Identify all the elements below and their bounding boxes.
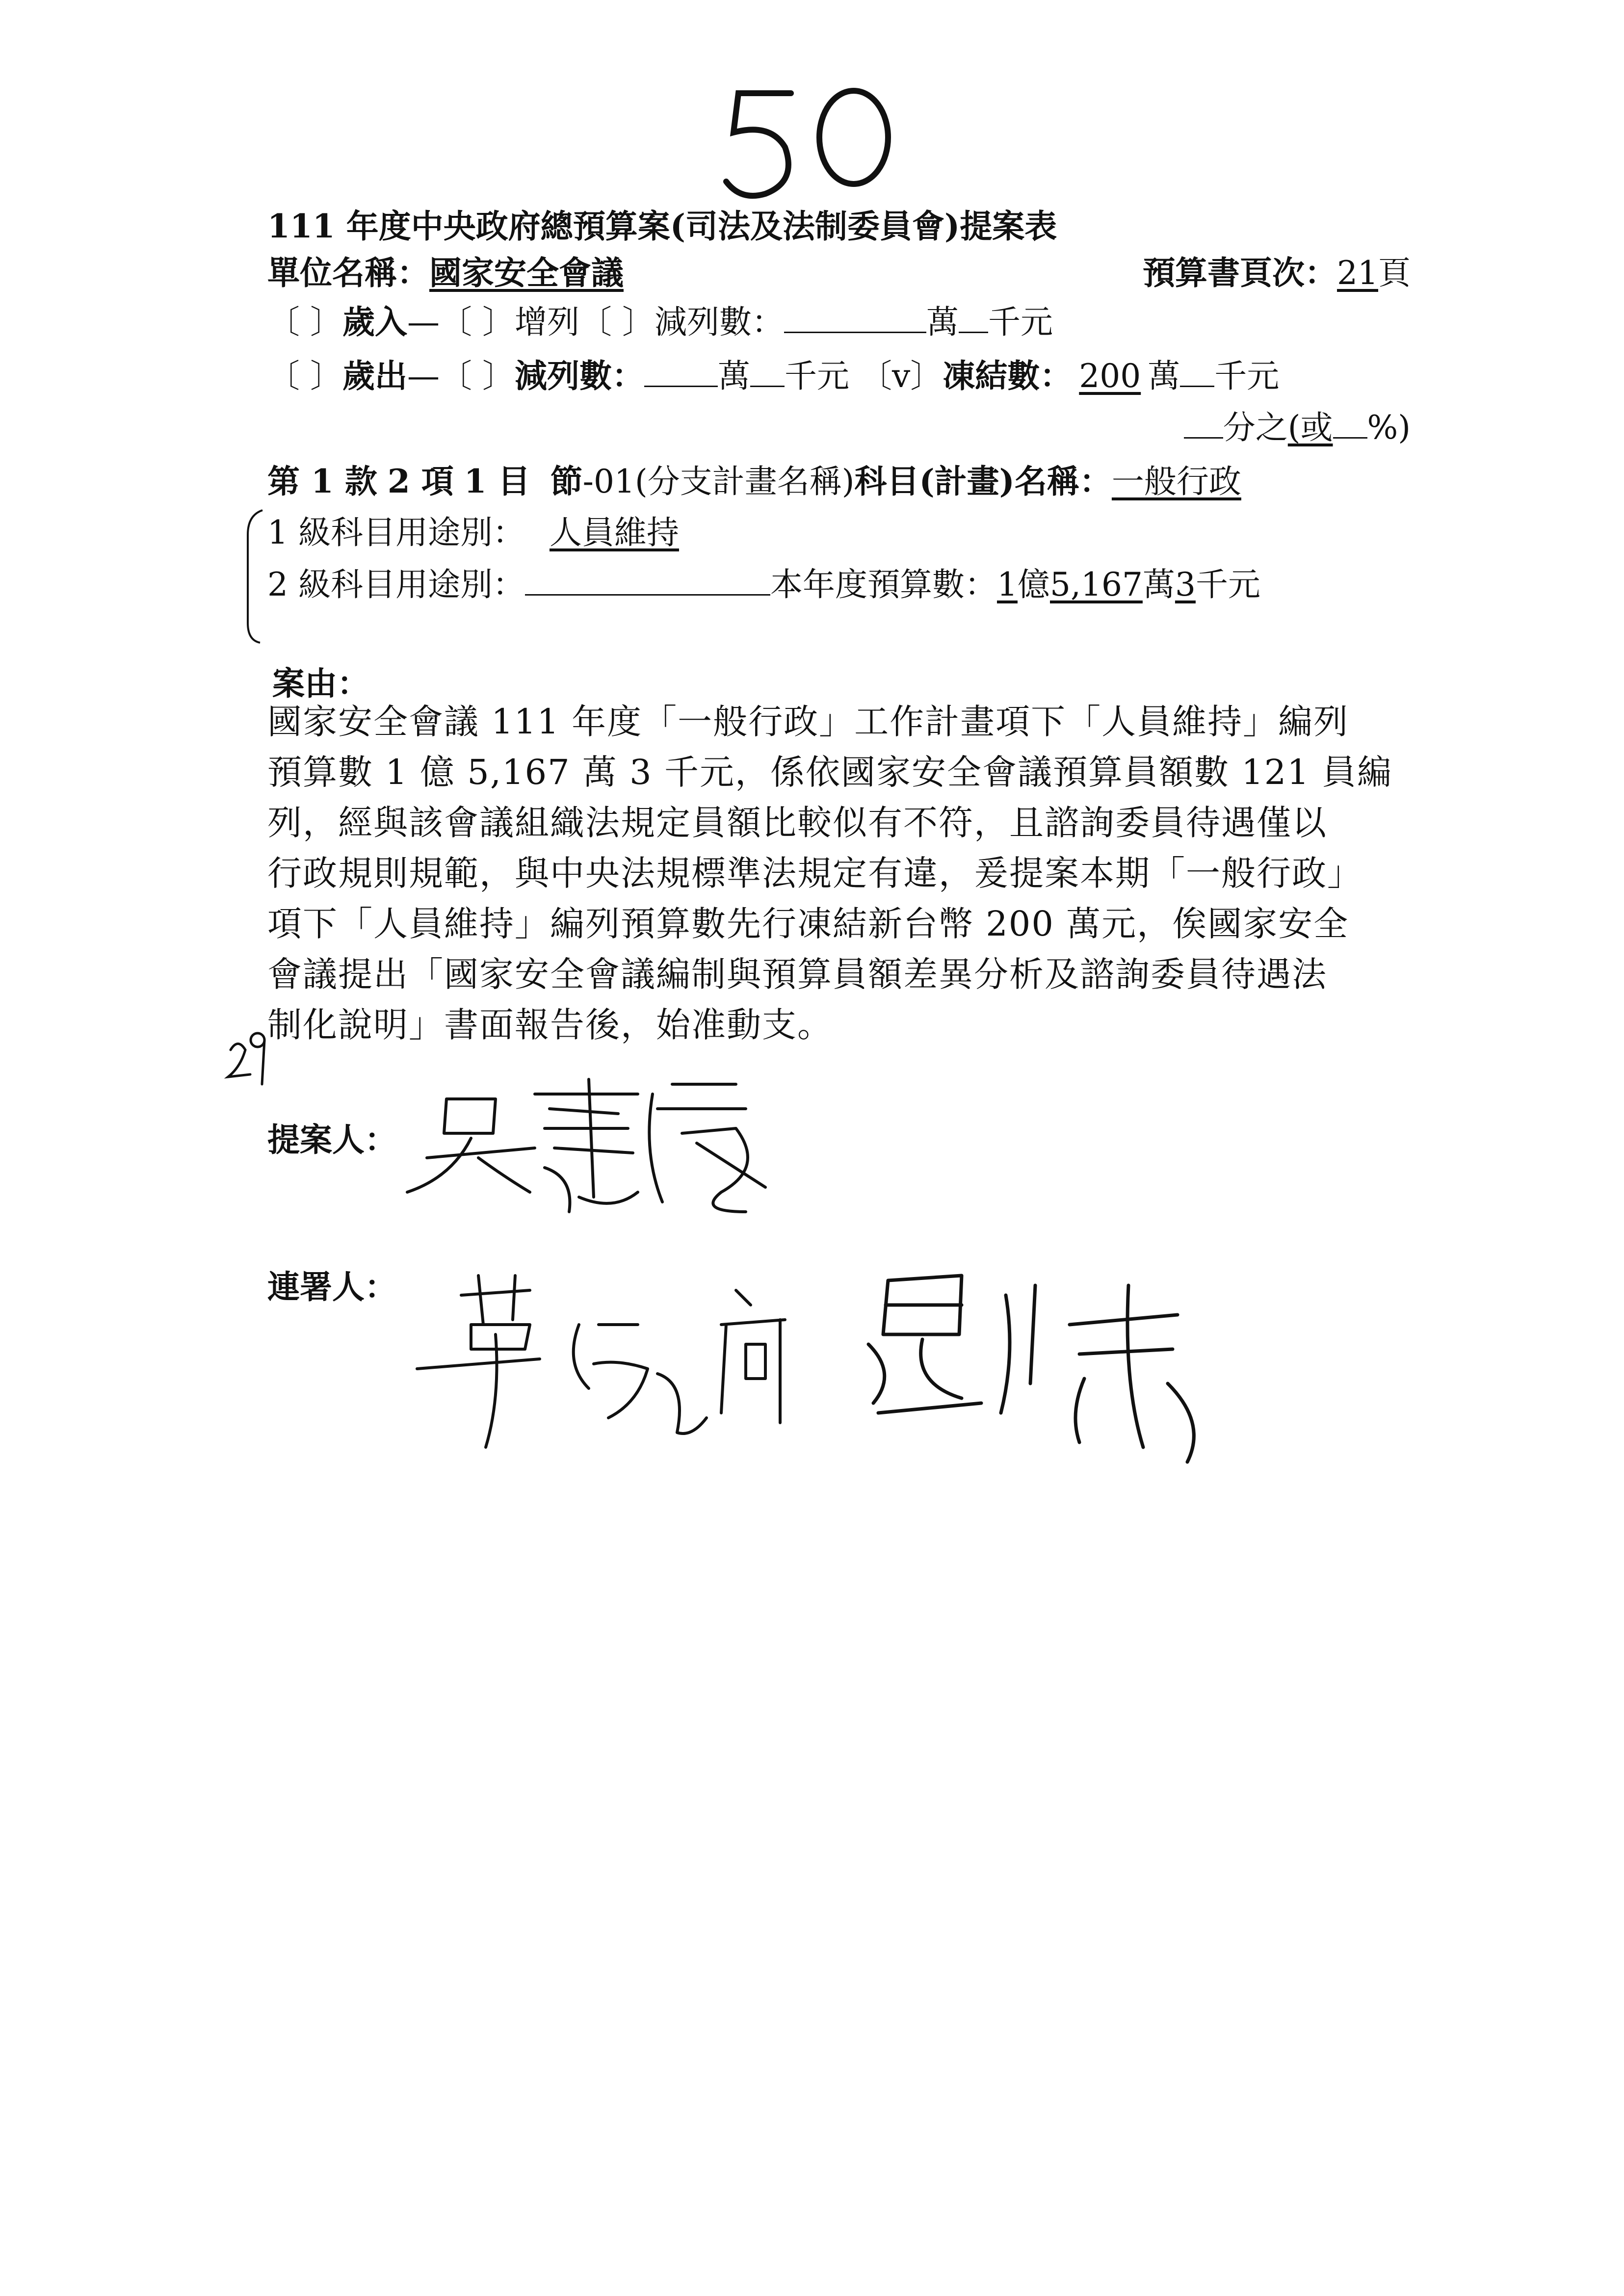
revenue-box2: 〔 〕 [579, 303, 655, 341]
reason-line: 預算數 1 億 5,167 萬 3 千元，係依國家安全會議預算員額數 121 員編 [267, 752, 1393, 792]
reason-line: 項下「人員維持」編列預算數先行凍結新台幣 200 萬元，俟國家安全 [267, 904, 1349, 944]
freeze-checkbox: 〔v〕 [859, 357, 943, 395]
fraction-label: 分之 [1223, 409, 1288, 446]
reason-line: 會議提出「國家安全會議編制與預算員額差異分析及諮詢委員待遇法 [267, 954, 1327, 994]
reason-line: 列，經與該會議組織法規定員額比較似有不符，且諮詢委員待遇僅以 [267, 803, 1327, 843]
budget-wan: 5,167 [1049, 566, 1143, 603]
level1-label: 1 級科目用途別： [267, 514, 525, 551]
jie: 節 [550, 462, 583, 500]
freeze-value: 200 [1079, 357, 1141, 395]
budget-yi: 1 [996, 566, 1018, 603]
budget-qian: 3 [1175, 566, 1196, 603]
budget-label: 本年度預算數： [770, 566, 997, 603]
expenditure-dash: —〔 〕 [407, 357, 515, 395]
budget-qian-unit: 千元 [1195, 566, 1260, 603]
expenditure-label: 歲出 [342, 357, 407, 395]
mu: 1 目 [464, 462, 530, 500]
kuan: 第 1 款 [267, 462, 377, 500]
revenue-decrease-label: 減列數： [654, 303, 784, 341]
budget-yi-unit: 億 [1017, 566, 1050, 603]
branch-label: (分支計畫名稱) [634, 463, 855, 500]
revenue-dash: —〔 〕 [407, 303, 515, 341]
subject-value: 一般行政 [1111, 463, 1241, 500]
expenditure-wan: 萬 [717, 357, 750, 395]
level1-value: 人員維持 [549, 514, 679, 551]
fraction-percent: %) [1367, 409, 1411, 446]
expenditure-thousand: 千元 [784, 357, 849, 395]
page-ref-value: 21 [1337, 254, 1378, 292]
budget-wan-unit: 萬 [1142, 566, 1175, 603]
unit-label: 單位名稱： [267, 254, 429, 292]
reason-line: 制化說明」書面報告後，始准動支。 [267, 1005, 833, 1045]
reason-line: 行政規則規範，與中央法規標準法規定有違，爰提案本期「一般行政」 [267, 853, 1362, 893]
reason-line: 國家安全會議 111 年度「一般行政」工作計畫項下「人員維持」編列 [267, 702, 1349, 742]
expenditure-decrease-label: 減列數： [514, 357, 644, 395]
reason-label: 案由： [272, 664, 369, 703]
page-ref-unit: 頁 [1378, 254, 1411, 292]
reason-paragraph [267, 697, 1415, 1050]
revenue-label: 歲入 [342, 303, 407, 341]
revenue-increase: 增列 [514, 303, 579, 341]
proposer-label: 提案人： [267, 1121, 397, 1159]
level1-row [267, 510, 1411, 555]
subject-label: 科目(計畫)名稱： [854, 462, 1112, 500]
xiang: 2 項 [387, 462, 454, 500]
jie-code: -01 [582, 463, 635, 500]
revenue-thousand: 千元 [988, 303, 1053, 341]
page-ref-label: 預算書頁次： [1143, 254, 1337, 292]
fraction-or: (或 [1287, 409, 1333, 446]
level2-blank [525, 562, 770, 596]
cosigner-label: 連署人： [267, 1268, 397, 1306]
unit-name: 國家安全會議 [429, 254, 624, 292]
freeze-wan: 萬 [1148, 357, 1180, 395]
revenue-box: 〔 〕 [267, 303, 342, 341]
level2-label: 2 級科目用途別： [267, 566, 525, 603]
level2-row [267, 562, 1411, 607]
freeze-label: 凍結數： [943, 357, 1073, 395]
form-title-text: 111 年度中央政府總預算案(司法及法制委員會)提案表 [267, 207, 1057, 245]
revenue-wan: 萬 [926, 303, 959, 341]
expenditure-box: 〔 〕 [267, 357, 342, 395]
freeze-thousand: 千元 [1214, 357, 1280, 395]
